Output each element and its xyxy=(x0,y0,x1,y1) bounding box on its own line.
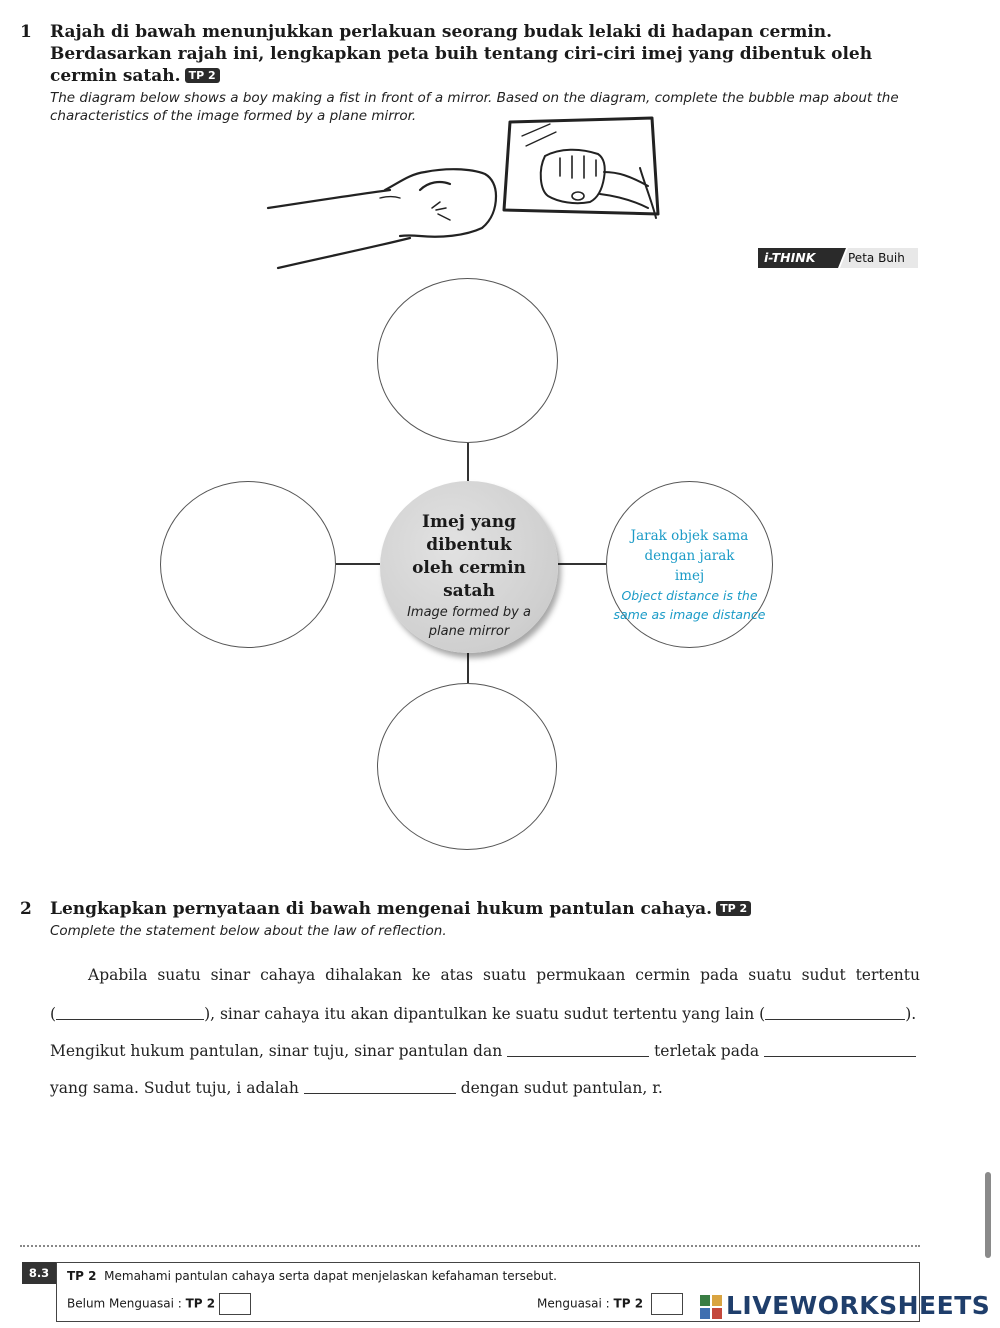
liveworksheets-logo xyxy=(700,1291,996,1325)
blank-angle-of-reflection[interactable] xyxy=(765,1005,905,1020)
q2-line-3: Mengikut hukum pantulan, sinar tuju, sinar pantulan dan terletak pada xyxy=(50,1042,920,1060)
not-mastered-checkbox[interactable] xyxy=(219,1293,251,1315)
center-bubble xyxy=(380,481,558,653)
arm-upper-line xyxy=(268,190,390,208)
bubble-right xyxy=(606,481,773,648)
center-bubble-text-en: Image formed by a plane mirror xyxy=(407,605,531,639)
bubble-top-answer[interactable] xyxy=(377,278,558,443)
evaluation-description: TP 2 Memahami pantulan cahaya serta dapat menjelaskan kefahaman tersebut. xyxy=(67,1269,557,1283)
ithink-brand: i-THINK xyxy=(764,250,816,265)
not-mastered-row: Belum Menguasai : TP 2 xyxy=(67,1293,251,1315)
bubble-bottom-answer[interactable] xyxy=(377,683,557,850)
liveworksheets-wordmark: LIVEWORKSHEETS xyxy=(726,1291,991,1320)
fist-mirror-illustration xyxy=(260,110,670,275)
q2-line-1: Apabila suatu sinar cahaya dihalakan ke atas suatu permukaan cermin pada suatu sudut tertentu xyxy=(88,966,920,984)
tp-badge: TP 2 xyxy=(185,68,220,83)
question-2-text-en: Complete the statement below about the law of reflection. xyxy=(50,923,447,939)
dotted-divider xyxy=(20,1245,920,1247)
bubble-left-answer[interactable] xyxy=(160,481,336,648)
connector-left xyxy=(335,563,380,565)
question-1-text-en: The diagram below shows a boy making a fist in front of a mirror. Based on the diagram, complete the bubble map about the characteristics of the image formed by a plane mirror. xyxy=(50,90,899,124)
q2-line-2: ( ), sinar cahaya itu akan dipantulkan ke suatu sudut tertentu yang lain ( ). xyxy=(50,1005,917,1023)
connector-bottom xyxy=(467,653,469,683)
bubble-right-text-en: Object distance is the same as image distance xyxy=(613,588,766,622)
connector-top xyxy=(467,443,469,481)
blank-equal[interactable] xyxy=(304,1079,456,1094)
section-badge: 8.3 xyxy=(22,1262,56,1284)
blank-angle-of-incidence[interactable] xyxy=(56,1005,204,1020)
mastered-row: Menguasai : TP 2 xyxy=(537,1293,683,1315)
question-2-number: 2 xyxy=(20,899,32,919)
mastered-checkbox[interactable] xyxy=(651,1293,683,1315)
bubble-right-text-ms: Jarak objek sama dengan jarak imej xyxy=(630,528,749,584)
question-1-number: 1 xyxy=(20,22,32,42)
tp-badge: TP 2 xyxy=(716,901,751,916)
scrollbar-thumb[interactable] xyxy=(985,1172,991,1258)
arm-lower-line xyxy=(278,238,410,268)
ithink-map-type: Peta Buih xyxy=(848,251,905,265)
liveworksheets-icon xyxy=(700,1295,722,1319)
connector-right xyxy=(558,563,606,565)
question-2 xyxy=(50,898,930,940)
question-2-text-ms: Lengkapkan pernyataan di bawah mengenai hukum pantulan cahaya. TP 2 xyxy=(50,898,930,920)
center-bubble-text-ms: Imej yang dibentuk oleh cermin satah xyxy=(412,512,526,601)
blank-plane[interactable] xyxy=(764,1042,916,1057)
q2-line-4: yang sama. Sudut tuju, i adalah dengan sudut pantulan, r. xyxy=(50,1079,663,1097)
question-1-text-ms: Rajah di bawah menunjukkan perlakuan seorang budak lelaki di hadapan cermin. Berdasarkan rajah ini, lengkapkan peta buih tentang ciri-ciri imej yang dibentuk oleh cermin satah. TP 2 xyxy=(50,22,873,86)
blank-normal[interactable] xyxy=(507,1042,649,1057)
